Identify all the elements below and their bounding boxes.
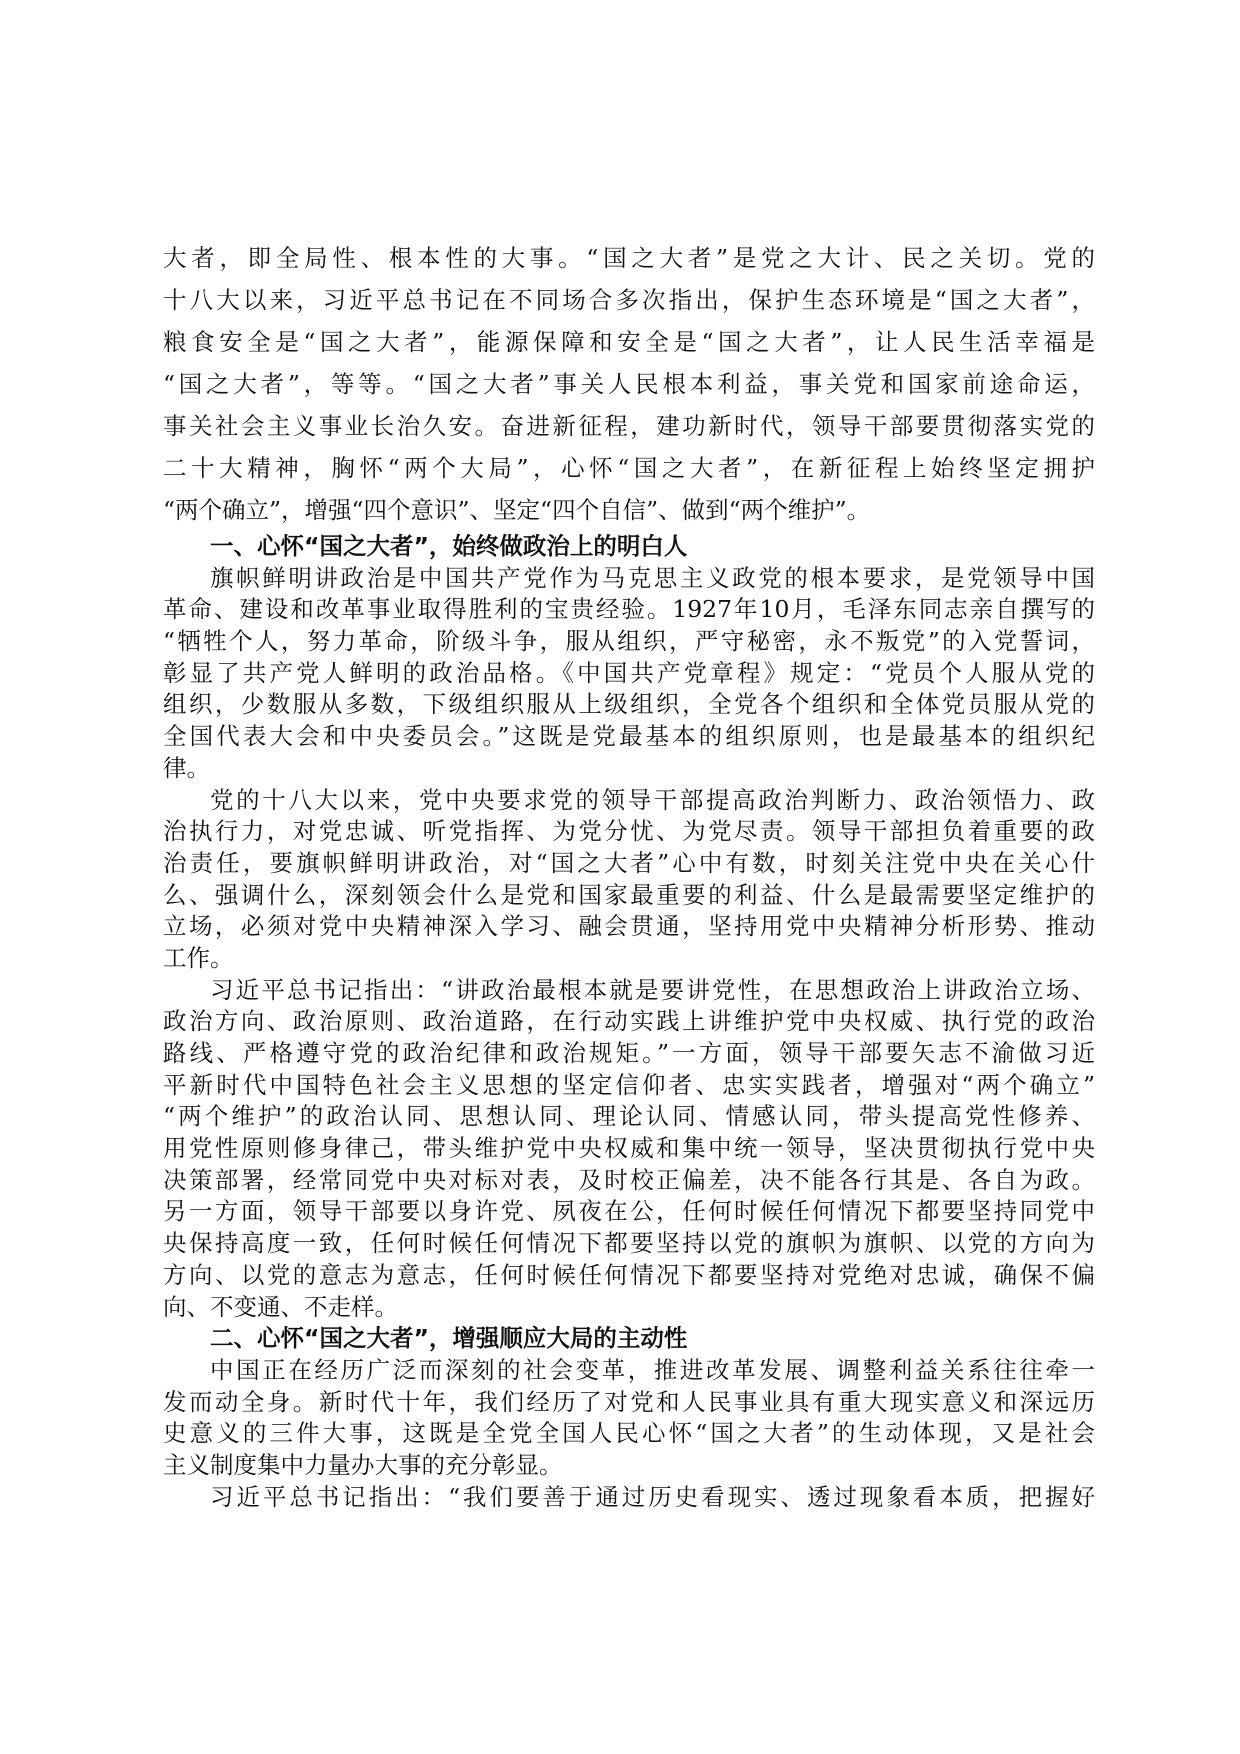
text-line: 组织，少数服从多数，下级组织服从上级组织，全党各个组织和全体党员服从党的 (163, 690, 1095, 719)
text-line: 十八大以来，习近平总书记在不同场合多次指出，保护生态环境是“国之大者”， (163, 286, 1095, 314)
section-heading (163, 531, 1095, 563)
text-line: 党的十八大以来，党中央要求党的领导干部提高政治判断力、政治领悟力、政 (210, 785, 1095, 814)
text-line: 二十大精神，胸怀“两个大局”，心怀“国之大者”，在新征程上始终坚定拥护 (163, 454, 1095, 482)
text-line: 么、强调什么，深刻领会什么是党和国家最重要的利益、什么是最需要坚定维护的 (163, 880, 1095, 909)
text-line: 旗帜鲜明讲政治是中国共产党作为马克思主义政党的根本要求，是党领导中国 (210, 563, 1095, 592)
text-line: 大者，即全局性、根本性的大事。“国之大者”是党之大计、民之关切。党的 (163, 244, 1095, 272)
text-line: 央保持高度一致，任何时候任何情况下都要坚持以党的旗帜为旗帜、以党的方向为 (163, 1229, 1095, 1258)
paragraph (163, 1355, 1095, 1482)
text-line: 用党性原则修身律己，带头维护党中央权威和集中统一领导，坚决贯彻执行党中央 (163, 1134, 1095, 1163)
text-line: “两个维护”的政治认同、思想认同、理论认同、情感认同，带头提高党性修养、 (163, 1102, 1095, 1131)
text-line: 政治方向、政治原则、政治道路，在行动实践上讲维护党中央权威、执行党的政治 (163, 1007, 1095, 1036)
text-line: 发而动全身。新时代十年，我们经历了对党和人民事业具有重大现实意义和深远历 (163, 1387, 1095, 1416)
text-line: 平新时代中国特色社会主义思想的坚定信仰者、忠实实践者，增强对“两个确立” (163, 1070, 1095, 1099)
document-page (163, 237, 1095, 1513)
heading-text: 一、心怀“国之大者”，始终做政治上的明白人 (210, 532, 688, 560)
heading-text: 二、心怀“国之大者”，增强顺应大局的主动性 (210, 1324, 688, 1353)
text-line: 工作。 (163, 943, 234, 972)
paragraph (163, 975, 1095, 1324)
text-line: 路线、严格遵守党的政治纪律和政治规矩。”一方面，领导干部要矢志不渝做习近 (163, 1039, 1095, 1067)
text-line: 习近平总书记指出：“讲政治最根本就是要讲党性，在思想政治上讲政治立场、 (210, 975, 1095, 1004)
text-line: 中国正在经历广泛而深刻的社会变革，推进改革发展、调整利益关系往往牵一 (210, 1355, 1095, 1384)
text-line: “国之大者”，等等。“国之大者”事关人民根本利益，事关党和国家前途命运， (163, 370, 1095, 398)
text-line: 另一方面，领导干部要以身许党、夙夜在公，任何时候任何情况下都要坚持同党中 (163, 1197, 1095, 1226)
text-line: 史意义的三件大事，这既是全党全国人民心怀“国之大者”的生动体现，又是社会 (163, 1419, 1095, 1448)
text-line: 习近平总书记指出：“我们要善于通过历史看现实、透过现象看本质，把握好 (210, 1482, 1095, 1511)
paragraph (163, 563, 1095, 785)
paragraph (163, 237, 1095, 531)
text-line: 彰显了共产党人鲜明的政治品格。《中国共产党章程》规定：“党员个人服从党的 (163, 658, 1095, 687)
text-line: 治责任，要旗帜鲜明讲政治，对“国之大者”心中有数，时刻关注党中央在关心什 (163, 848, 1095, 877)
text-line: 方向、以党的意志为意志，任何时候任何情况下都要坚持对党绝对忠诚，确保不偏 (163, 1260, 1095, 1289)
paragraph (163, 1482, 1095, 1514)
text-line: 事关社会主义事业长治久安。奋进新征程，建功新时代，领导干部要贯彻落实党的 (163, 412, 1095, 440)
text-line: 立场，必须对党中央精神深入学习、融会贯通，坚持用党中央精神分析形势、推动 (163, 912, 1095, 941)
text-line: 向、不变通、不走样。 (163, 1292, 398, 1321)
text-line: “两个确立”，增强“四个意识”、坚定“四个自信”、做到“两个维护”。 (163, 496, 871, 524)
text-line: 主义制度集中力量办大事的充分彰显。 (163, 1450, 563, 1479)
paragraph (163, 785, 1095, 975)
text-line: 革命、建设和改革事业取得胜利的宝贵经验。1927年10月，毛泽东同志亲自撰写的 (163, 595, 1095, 624)
section-heading (163, 1323, 1095, 1355)
text-line: 全国代表大会和中央委员会。”这既是党最基本的组织原则，也是最基本的组织纪 (163, 722, 1095, 751)
text-line: “牺牲个人，努力革命，阶级斗争，服从组织，严守秘密，永不叛党”的入党誓词， (163, 627, 1095, 656)
text-line: 治执行力，对党忠诚、听党指挥、为党分忧、为党尽责。领导干部担负着重要的政 (163, 817, 1095, 846)
text-line: 决策部署，经常同党中央对标对表，及时校正偏差，决不能各行其是、各自为政。 (163, 1165, 1095, 1194)
text-line: 粮食安全是“国之大者”，能源保障和安全是“国之大者”，让人民生活幸福是 (163, 328, 1095, 356)
text-line: 律。 (163, 753, 210, 782)
